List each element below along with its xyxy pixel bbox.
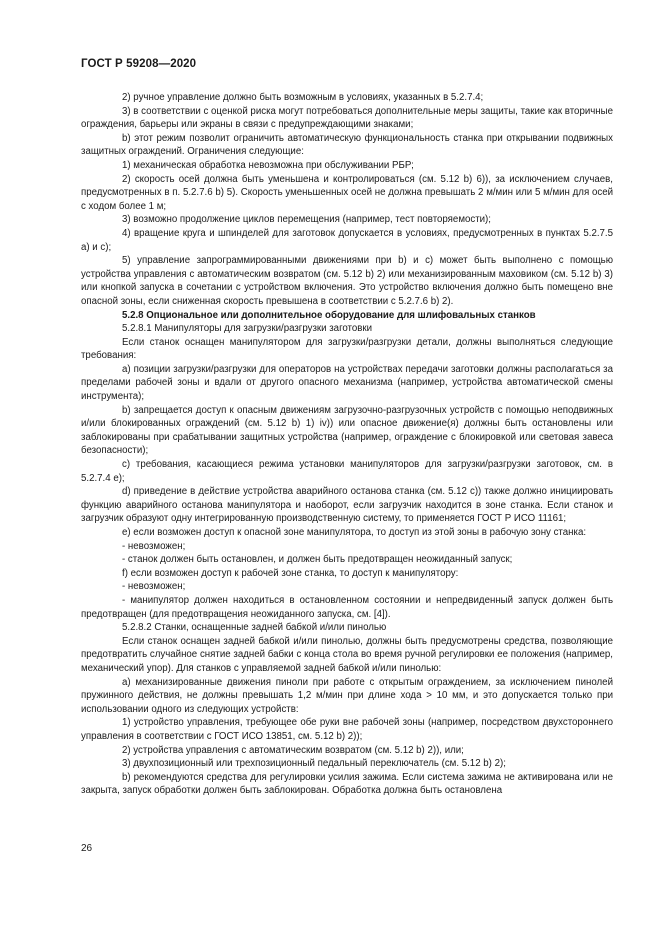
paragraph: 2) ручное управление должно быть возможным в условиях, указанных в 5.2.7.4; [122,92,484,103]
page-header-standard-number: ГОСТ Р 59208—2020 [81,58,197,70]
paragraph: 2) скорость осей должна быть уменьшена и контролироваться (см. 5.12 b) 6)), за исключением случаев, предусмотренных в п. 5.2.7.6 b) 5). Скорость уменьшенных осей не должна превышать 2 м/мин или 5 м/мин для осей с ходом более 1 м; [81,173,613,212]
paragraph: 3) возможно продолжение циклов перемещения (например, тест повторяемости); [122,214,491,226]
paragraph: d) приведение в действие устройства аварийного останова станка (см. 5.12 c)) также должно инициировать функцию аварийного останова манипулятора и наоборот, если загрузчик находится в зоне станка. Если станок и загрузчик образуют одну интегрированную производственную систему, то применяется ГОСТ Р ИСО 11161; [81,486,613,525]
paragraph: a) механизированные движения пиноли при работе с открытым ограждением, за исключением пинолей пружинного действия, не должны превышать 1,2 м/мин при длине хода > 10 мм, и это допускается только при использовании одного из следующих устройств: [81,676,613,715]
list-item: - манипулятор должен находиться в остановленном состоянии и непредвиденный запуск должен быть предотвращен (для предотвращения неожиданного запуска, см. [4]). [81,594,613,620]
paragraph: 1) механическая обработка невозможна при обслуживании РБР; [122,159,414,171]
subsection-heading-5-2-8-2: 5.2.8.2 Станки, оснащенные задней бабкой и/или пинолью [122,622,387,634]
paragraph: Если станок оснащен задней бабкой и/или пинолью, должны быть предусмотрены средства, позволяющие предотвратить случайное снятие задней бабки с конца стола во время ручной регулировки ее положения (например, механический упор). Для станков с управляемой задней бабкой и/или пинолью: [81,635,613,674]
paragraph: 2) устройства управления с автоматическим возвратом (см. 5.12 b) 2)), или; [122,744,464,756]
list-item: - станок должен быть остановлен, и должен быть предотвращен неожиданный запуск; [122,554,513,566]
paragraph: 3) двухпозиционный или трехпозиционный педальный переключатель (см. 5.12 b) 2); [122,758,506,770]
paragraph: Если станок оснащен манипулятором для загрузки/разгрузки детали, должны выполняться следующие требования: [81,336,613,362]
paragraph: 4) вращение круга и шпинделей для заготовок допускается в условиях, предусмотренных в пунктах 5.2.7.5 a) и c); [81,227,613,253]
paragraph: e) если возможен доступ к опасной зоне манипулятора, то доступ из этой зоны в рабочую зону станка: [122,527,587,538]
page-number: 26 [81,843,93,854]
paragraph: 3) в соответствии с оценкой риска могут потребоваться дополнительные меры защиты, такие как вторичные ограждения, барьеры или экраны в связи с предупреждающими знаками; [81,105,613,131]
paragraph: 5) управление запрограммированными движениями при b) и c) может быть выполнено с помощью устройства управления с автоматическим возвратом (см. 5.12 b) 2) или механизированным маховиком (см. 5.12 b) 3) или кнопкой запуска в сочетании с устройством включения. Это устройство включения должно быть помещено вне опасной зоны, если сниженная скорость превышена в соответствии с 5.2.7.6 b) 2). [81,255,613,307]
paragraph: b) этот режим позволит ограничить автоматическую функциональность станка при открывании подвижных защитных ограждений. Ограничения следующие: [81,132,613,158]
list-item: - невозможен; [122,540,186,552]
document-body [81,91,613,798]
paragraph: b) рекомендуются средства для регулировки усилия зажима. Если система зажима не активирована или не закрыта, запуск обработки должен быть заблокирован. Обработка должна быть остановлена [81,771,613,797]
paragraph: f) если возможен доступ к рабочей зоне станка, то доступ к манипулятору: [122,567,459,579]
paragraph: 1) устройство управления, требующее обе руки вне рабочей зоны (например, посредством двухстороннего управления в соответствии с ГОСТ ИСО 13851, см. 5.12 b) 2)); [81,717,613,742]
paragraph: a) позиции загрузки/разгрузки для операторов на устройствах передачи заготовки должны располагаться за пределами рабочей зоны и вдали от другого опасного механизма (например, устройства автоматической смены инструмента); [81,363,613,403]
subsection-heading-5-2-8-1: 5.2.8.1 Манипуляторы для загрузки/разгрузки заготовки [122,323,373,335]
list-item: - невозможен; [122,581,186,593]
section-heading-5-2-8: 5.2.8 Опциональное или дополнительное оборудование для шлифовальных станков [122,309,536,321]
paragraph: c) требования, касающиеся режима установки манипуляторов для загрузки/разгрузки заготовок, см. в 5.2.7.4 e); [81,459,613,484]
paragraph: b) запрещается доступ к опасным движениям загрузочно-разгрузочных устройств с помощью неподвижных и/или блокированных ограждений (см. 5.12 b) 1) iv)) или опасное движение(я) должны быть остановлены или заблокированы при срабатывании защитных устройства (например, ограждение с блокировкой или световая завеса безопасности); [81,404,613,457]
